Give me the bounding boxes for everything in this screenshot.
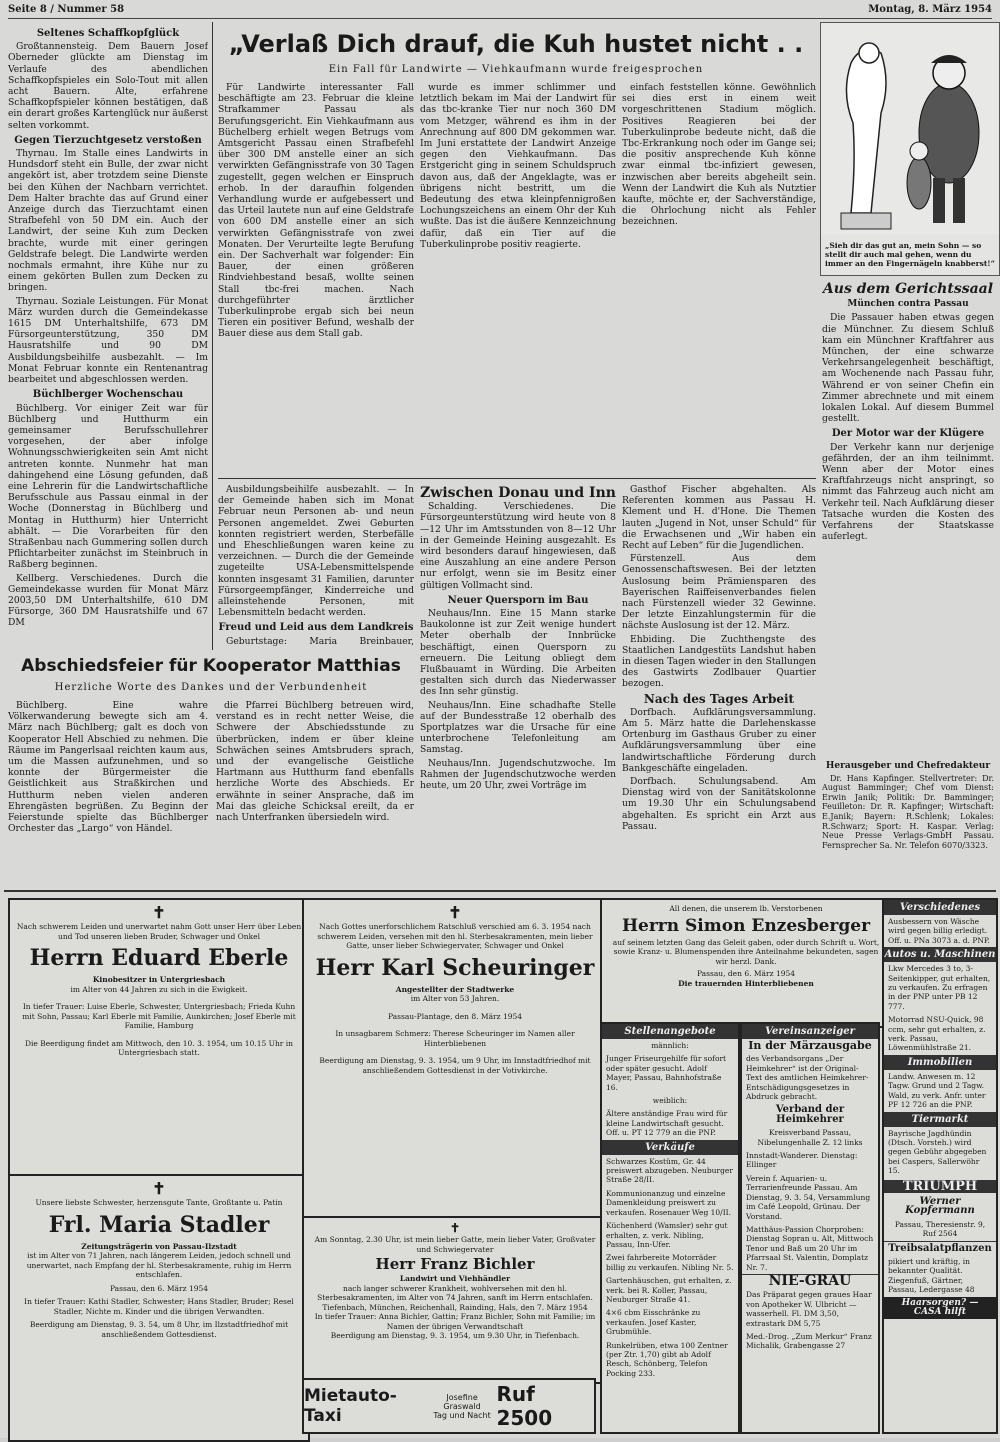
ad-jagdhund: Bayrische Jagdhündin (Dtsch. Vorsteh.) wird gegen Gebühr abgegeben bei Caspers, Sallerwöhr 15. bbox=[888, 1128, 987, 1176]
col-donau-inn bbox=[420, 484, 616, 884]
abschied-col-1 bbox=[8, 700, 208, 884]
obit-name: Herr Franz Bichler bbox=[375, 1255, 535, 1273]
cartoon-caption: „Sieh dir das gut an, mein Sohn — so stellt dir auch mal gehen, wenn du immer an den Fingernägeln knabberst!“ bbox=[825, 241, 995, 268]
classified-right bbox=[882, 898, 998, 1434]
obit-mourners: In unsagbarem Schmerz: Therese Scheuringer im Namen aller Hinterbliebenen bbox=[335, 1029, 575, 1048]
heimkehrer-headline: In der Märzausgabe bbox=[748, 1039, 872, 1052]
ad-innstadt: Innstadt-Wanderer. Dienstag: Ellinger bbox=[746, 1151, 858, 1170]
obit-place: Passau-Plantage, den 8. März 1954 bbox=[387, 1011, 523, 1021]
obit-name: Herr Karl Scheuringer bbox=[315, 954, 595, 981]
casa-ad: Haarsorgen? — CASA hilft bbox=[884, 1297, 996, 1320]
ad-kommunion: Kommunionanzug und einzelne Damenkleidung preiswert zu verkaufen. Rosenauer Weg 10/II. bbox=[606, 1188, 732, 1217]
column-gerichtssaal bbox=[822, 280, 994, 754]
headline-donau-inn: Zwischen Donau und Inn bbox=[420, 485, 616, 501]
headline-gerichtssaal: Aus dem Gerichtssaal bbox=[822, 281, 994, 297]
thanks-enzesberger bbox=[600, 898, 892, 1028]
ad-taxi bbox=[302, 1378, 596, 1434]
col-fuerstenzell bbox=[622, 484, 816, 884]
obit-intro: Nach schwerem Leiden und unerwartet nahm Gott unser Herr über Leben und Tod unseren lieben Bruder, Schwager und Onkel bbox=[16, 922, 302, 941]
story-col-3 bbox=[622, 82, 816, 474]
article-dorfbach-1: Dorfbach. Aufklärungsversammlung. Am 5. März hatte die Darlehenskasse Ortenburg im Gasthaus Gruber zu einer Aufklärungsversammlung über eine landwirtschaftliche Förderung durch Bankgeschäfte eingeladen. bbox=[622, 706, 816, 774]
page-header bbox=[8, 4, 992, 19]
headline-schaffkopf: Seltenes Schaffkopfglück bbox=[36, 28, 180, 39]
ad-matthaeus: Matthäus-Passion Chorproben: Dienstag Sopran u. Alt, Mittwoch Tenor und Baß um 20 Uhr im Pfarrsaal St. Valentin, Domplatz Nr. 7. bbox=[746, 1224, 874, 1272]
heimkehrer-address: Kreisverband Passau, Nibelungenhalle Z. 12 links bbox=[757, 1128, 863, 1147]
heimkehrer-text: des Verbandsorgans „Der Heimkehrer“ ist der Original-Text des amtlichen Heimkehrer-Entschädigungsgesetzes in Abdruck gebracht. bbox=[746, 1054, 869, 1102]
obit-age: ist im Alter von 71 Jahren, nach längerem Leiden, jedoch schnell und unerwartet, nach Empfang der hl. Sterbesakramente, ruhig im Herrn entschlafen. bbox=[26, 1251, 292, 1279]
article-jugendschutz: Neuhaus/Inn. Jugendschutzwoche. Im Rahmen der Jugendschutzwoche werden heute, um 20 Uhr, zwei Vorträge im bbox=[420, 757, 616, 792]
section-verschiedenes: Verschiedenes bbox=[884, 900, 996, 915]
obituary-scheuringer bbox=[302, 898, 608, 1220]
article-gasthof: Gasthof Fischer abgehalten. Als Referenten kommen aus Passau H. Klement und H. d'Hone. Die Themen lauten „Jugend in Not, unser Schuld“ für die Erwachsenen und „Wir haben ein Recht auf Leben“ für die Jugendlichen. bbox=[622, 484, 816, 552]
cross-icon: ✝ bbox=[152, 1179, 166, 1198]
story-text-3: einfach feststellen könne. Gewöhnlich sei dies erst in einem weit vorgeschrittenen Stadium möglich. Positives Reagieren bei der Tuberkulinprobe bedeute nicht, daß die Tbc-Erkrankung noch oder im Gange sei; die positiv ansprechende Kuh könne zwar einmal tbc-infiziert gewesen, inzwischen aber bereits abgeheilt sein. Wenn der Landwirt die Kuh als Nutztier kaufte, möchte er, der Sachverständige, die Ohrlochung nicht als Fehler bezeichnen. bbox=[622, 82, 816, 228]
classified-jobs-sales bbox=[600, 1022, 740, 1434]
article-neuhaus-stelle: Neuhaus/Inn. Eine schadhafte Stelle auf der Bundesstraße 12 oberhalb des Sportplatzes war die Ursache für eine unterbrochene Telefonleitung am Samstag. bbox=[420, 699, 616, 756]
thanks-intro: All denen, die unserem lb. Verstorbenen bbox=[669, 904, 823, 913]
impressum bbox=[822, 758, 994, 884]
obit-age: im Alter von 53 Jahren. bbox=[410, 994, 500, 1003]
kopfermann-name: Werner Kopfermann bbox=[905, 1195, 975, 1217]
main-headline: „Verlaß Dich drauf, die Kuh hustet nicht . . bbox=[228, 30, 804, 58]
obit-age: im Alter von 44 Jahren zu sich in die Ewigkeit. bbox=[70, 984, 248, 994]
article-quersporn: Neuhaus/Inn. Eine 15 Mann starke Baukolonne ist zur Zeit wenige hundert Meter oberhalb der Innbrücke beschäftigt, einen Quersporn zu erneuern. Die Leitung obliegt dem Flußbauamt in Würding. Die Arbeiten gestalten sich durch das Niederwasser des Inn sehr günstig. bbox=[420, 608, 616, 698]
obit-funeral: Beerdigung am Dienstag, 9. 3. 54, um 8 Uhr, im Ilzstadtfriedhof mit anschließendem Gottesdienst. bbox=[29, 1320, 289, 1339]
headline-buechlberg: Büchlberger Wochenschau bbox=[32, 389, 184, 401]
page-number: Seite 8 / Nummer 58 bbox=[8, 4, 125, 15]
obit-intro: Unsere liebste Schwester, herzensgute Tante, Großtante u. Patin bbox=[35, 1198, 283, 1207]
article-fuerstenzell: Fürstenzell. Aus dem Genossenschaftswesen. Bei der letzten Auslosung beim Prämiensparen des Bayerischen Raiffeisenverbandes fielen nach Fürstenzell wieder 32 Gewinne. Der letzte Einzahlungstermin für die nächste Auslosung ist der 12. März. bbox=[622, 553, 816, 632]
thanks-sign: Die trauernden Hinterbliebenen bbox=[678, 978, 814, 988]
triumph-logo: TRIUMPH bbox=[884, 1180, 996, 1193]
subheadline-gerichtssaal: München contra Passau bbox=[847, 299, 969, 310]
section-immobilien: Immobilien bbox=[884, 1055, 996, 1070]
ad-motorraeder: Zwei fahrbereite Motorräder billig zu verkaufen. Nibling Nr. 5. bbox=[606, 1253, 734, 1272]
impressum-title: Herausgeber und Chefredakteur bbox=[825, 761, 991, 771]
taxi-hours: Tag und Nacht bbox=[433, 1410, 491, 1420]
abschied-text-1: Büchlberg. Eine wahre Völkerwanderung bewegte sich am 4. März nach Büchlberg; galt es doch von Kooperator Hell Abschied zu nehmen. Die Räume im Pangerlsaal reichten kaum aus, um die Massen aufzunehmen, und so konnte der Bürgermeister die Geistlichkeit aus Straßkirchen und Hutthurm neben vielen anderen Ehrengästen begrüßen. Zu Beginn der Feierstunde spielte das Büchlberger Orchester das „Largo“ von Händel. bbox=[8, 700, 208, 835]
story-text-2: wurde es immer schlimmer und letztlich bekam im Mai der Landwirt für das tbc-kranke Tier nur noch 360 DM vom Metzger, während es ihm in der Anrechnung auf 800 DM gekommen war. Im Juni erstattete der Landwirt Anzeige gegen den Viehkaufmann. Das Erstgericht ging in seinem Schuldspruch davon aus, daß der Angeklagte, was er übrigens nicht bestritt, um die Bedeutung des etwa kleinpfennigroßen Lochungszeichens an einem Ohr der Kuh wußte. Das ist die äußere Kennzeichnung dafür, daß ein Tier auf die Tuberkulinprobe positiv reagierte. bbox=[420, 82, 616, 250]
section-vereinsanzeiger: Vereinsanzeiger bbox=[742, 1024, 878, 1039]
article-thyrnau-sozial: Thyrnau. Soziale Leistungen. Für Monat März wurden durch die Gemeindekasse 1615 DM Unterhaltshilfe, 673 DM Fürsorgeunterstützung, 350 DM Hausratshilfe und 90 DM Ausbildungsbeihilfe ausbezahlt. — Im Monat Februar konnte ein Rentenantrag bearbeitet und abgeschlossen werden. bbox=[8, 295, 208, 386]
impressum-text: Dr. Hans Kapfinger. Stellvertreter: Dr. August Bamminger; Chef vom Dienst: Erwin Janik; Politik: Dr. Bamminger; Feuilleton: Dr. R. Kapfinger; Wirtschaft: E.Janik; Bayern: R.Schlenk; Lokales: R.Schwarz; Sport: H. Kaspar. Verlag: Neue Presse Verlags-GmbH Passau. Fernsprecher Sa. Nr. Telefon 6070/3323. bbox=[822, 773, 994, 850]
ad-kostuem: Schwarzes Kostüm, Gr. 44 preiswert abzugeben. Neuburger Straße 28/II. bbox=[606, 1156, 733, 1185]
obit-funeral: Beerdigung am Dienstag, 9. 3. 1954, um 9.30 Uhr, in Tiefenbach. bbox=[330, 1331, 580, 1340]
obituary-bichler bbox=[302, 1216, 608, 1384]
ad-motorrad: Motorrad NSU-Quick, 98 ccm, sehr gut erhalten, z. verk. Passau, Löwenmühlstraße 21. bbox=[888, 1015, 986, 1053]
obit-funeral: Die Beerdigung findet am Mittwoch, den 10. 3. 1954, um 10.15 Uhr in Untergriesbach statt. bbox=[24, 1038, 294, 1057]
headline-tages-arbeit: Nach des Tages Arbeit bbox=[643, 691, 795, 706]
ad-gartenhaus: Gartenhäuschen, gut erhalten, z. verk. bei R. Koller, Passau, Neuburger Straße 41. bbox=[606, 1276, 732, 1304]
article-schalding: Schalding. Verschiedenes. Die Fürsorgeunterstützung wird heute von 8—12 Uhr im Amtsstunden von 8—12 Uhr in der Gemeinde Heining ausgezahlt. Es wird besonders darauf hingewiesen, daß eine Auszahlung an eine andere Person nur erfolgt, wenn sie im Besitz einer gültigen Vollmacht sind. bbox=[420, 501, 616, 591]
obit-role: Kinobesitzer in Untergriesbach bbox=[92, 975, 226, 984]
section-stellenangebote: Stellenangebote bbox=[602, 1024, 738, 1039]
treibsalat-text: pikiert und kräftig, in bekannter Qualität. Ziegenfuß, Gärtner, Passau, Ledergasse 48 bbox=[888, 1256, 975, 1295]
nie-grau-logo: NIE-GRAU bbox=[742, 1274, 878, 1288]
ad-kuechenherd: Küchenherd (Wamsler) sehr gut erhalten, z. verk. Nibling, Passau, Inn-Ufer. bbox=[606, 1221, 728, 1249]
headline-abschiedsfeier: Abschiedsfeier für Kooperator Matthias bbox=[21, 656, 401, 676]
obit-name: Herrn Eduard Eberle bbox=[29, 945, 289, 971]
article-dorfbach-2: Dorfbach. Schulungsabend. Am Dienstag wird von der Sanitätskolonne um 19.30 Uhr ein Schulungsabend abgehalten. Es spricht ein Arzt aus Passau. bbox=[622, 776, 816, 832]
cross-icon: ✝ bbox=[152, 903, 166, 922]
obit-funeral: Beerdigung am Dienstag, 9. 3. 1954, um 9 Uhr, im Innstadtfriedhof mit anschließendem Gottesdienst in der Votivkirche. bbox=[319, 1056, 591, 1075]
ads-rule bbox=[4, 890, 996, 892]
obit-mourners: In tiefer Trauer: Kathi Stadler, Schwester; Hans Stadler, Bruder; Resel Stadler, Nichte m. Kinder und die übrigen Verwandten. bbox=[24, 1297, 294, 1316]
taxi-details bbox=[428, 1393, 497, 1420]
obit-intro: Nach Gottes unerforschlichem Ratschluß verschied am 6. 3. 1954 nach schwerem Leiden, versehen mit den hl. Sterbesakramenten, mein lieber Gatte, unser lieber Schwiegervater, Schwager und Onkel bbox=[317, 922, 593, 950]
article-tierzucht: Thyrnau. Im Stalle eines Landwirts in Hundsdorf steht ein Bulle, der zwar nicht angekört ist, aber trotzdem seine Dienste bei den Kühen der Nachbarn verrichtet. Dem Halter brachte das auf Grund einer Anzeige durch das Tierzuchtamt einen Strafbefehl von 50 DM ein. Auch der Landwirt, der seine Kuh zum Decken brachte, wurde mit einer geringen Geldstrafe belegt. Die Landwirte werden nochmals ermahnt, ihre Kühe nur zu einem gekörten Bullen zum Decken zu bringen. bbox=[8, 148, 208, 294]
ad-lkw: Lkw Mercedes 3 to, 3-Seitenkipper, gut erhalten, zu verkaufen. Zu erfragen in der PNP unter PB 12 777. bbox=[888, 964, 991, 1011]
headline-freud-leid: Freud und Leid aus dem Landkreis bbox=[218, 622, 414, 634]
label-weiblich: weiblich: bbox=[652, 1096, 688, 1106]
story-text-1: Für Landwirte interessanter Fall beschäftigte am 23. Februar die kleine Strafkammer Passau als Berufungsgericht. Ein Viehkaufmann aus Büchelberg erhielt wegen Betrugs vom Amtsgericht Passau einen Strafbefehl über 300 DM anstelle einer an sich verwirkten Gefängnisstrafe von 30 Tagen zugestellt, gegen welchen er Einspruch erhob. In der daraufhin folgenden Verhandlung wurde er aufgebessert und das Urteil lautete nun auf eine Geldstrafe von 600 DM anstelle einer an sich verwirkten Gefängnisstrafe von zwei Monaten. Der Verurteilte legte Berufung ein. Der Sachverhalt war folgender: Ein Bauer, der einen größeren Rindviehbestand besaß, wollte seinen Stall tbc-frei machen. Nach durchgeführter ärztlicher Tuberkulinprobe ergab sich bei neun Tieren ein positiver Befund, weshalb der Bauer diese aus dem Stall gab. bbox=[218, 82, 414, 340]
article-ehbiding: Ehbiding. Die Zuchthengste des Staatlichen Landgestüts Landshut haben in diesen Tagen wieder in den Stallungen des Gastwirts Zodlbauer Quartier bezogen. bbox=[622, 633, 816, 690]
story-col-2 bbox=[420, 82, 616, 474]
subheadline-abschiedsfeier: Herzliche Worte des Dankes und der Verbundenheit bbox=[54, 682, 368, 693]
article-muenchen-passau: Die Passauer haben etwas gegen die Münchner. Zu diesem Schluß kam ein Münchner Kraftfahrer aus München, der eine schwarze Verkehrsangelegenheit beschäftigt, am Wochenende nach Passau fuhr, Während er von seiner Chefin ein Zimmer abrechnete und mit einem lokalen Lokal. Auf diesem Bummel gestellt. bbox=[822, 312, 994, 425]
obit-role: Angestellter der Stadtwerke bbox=[395, 984, 515, 994]
article-kellberg: Kellberg. Verschiedenes. Durch die Gemeindekasse wurden für Monat März 2003,50 DM Unterhaltshilfe, 610 DM Fürsorge, 360 DM Hausratshilfe und 67 DM bbox=[8, 572, 208, 629]
ad-runkelrueben: Runkelrüben, etwa 100 Zentner (per Ztr. 1,70) gibt ab Adolf Resch, Schönberg, Telefon Pocking 233. bbox=[606, 1340, 728, 1378]
nie-grau-text: Das Präparat gegen graues Haar von Apotheker W. Ulbricht — wasserhell. Fl. DM 3,50, extrastark DM 5,75 bbox=[746, 1290, 872, 1328]
column-rule bbox=[212, 22, 213, 650]
obit-role: Zeitungsträgerin von Passau-Ilzstadt bbox=[81, 1241, 237, 1251]
treibsalat-headline: Treibsalatpflanzen bbox=[884, 1241, 996, 1255]
classified-vereine bbox=[740, 1022, 880, 1434]
ad-friseur: Junger Friseurgehilfe für sofort oder später gesucht. Adolf Mayer, Passau, Bahnhofstraße 16. bbox=[606, 1054, 727, 1092]
section-verkaeufe: Verkäufe bbox=[602, 1140, 738, 1155]
page-date: Montag, 8. März 1954 bbox=[868, 4, 992, 15]
text-geburtstage: Geburtstage: Maria Breinbauer, bbox=[226, 635, 414, 647]
taxi-name: Mietauto-Taxi bbox=[304, 1386, 397, 1426]
ad-frau: Ältere anständige Frau wird für kleine Landwirtschaft gesucht. Off. u. PT 12 779 an die PNP. bbox=[606, 1109, 728, 1138]
section-rule bbox=[218, 478, 816, 479]
obit-age: nach langer schwerer Krankheit, wohlversehen mit den hl. Sterbesakramenten, im Alter von 74 Jahren, sanft im Herrn entschlafen. bbox=[317, 1283, 593, 1302]
taxi-owner: Josefine Graswald bbox=[443, 1392, 481, 1411]
ad-aquarien: Verein f. Aquarien- u. Terrarienfreunde Passau. Am Dienstag, 9. 3. 54, Versammlung im Café Leopold, Grünau. Der Vorstand. bbox=[746, 1173, 871, 1221]
headline-motor: Der Motor war der Klügere bbox=[831, 428, 985, 440]
obituary-stadler bbox=[8, 1174, 310, 1442]
cartoon-drawing bbox=[821, 23, 999, 235]
section-tiermarkt: Tiermarkt bbox=[884, 1112, 996, 1127]
abschied-text-2: die Pfarrei Büchlberg betreuen wird, verstand es in recht netter Weise, die Schwere der Abschiedsstunde zu überbrücken, indem er über kleine Schwächen seines Amtsbruders sprach, und der evangelische Geistliche Hartmann aus Hutthurm fand ebenfalls herzliche Worte des Abschieds. Er erwähnte in seiner Ansprache, daß im Mai das gleiche Schicksal ereilt, da er nach Unterfranken übersiedeln wird. bbox=[216, 700, 414, 824]
cross-icon: ✝ bbox=[449, 1221, 461, 1235]
obit-place: Passau, den 6. März 1954 bbox=[109, 1283, 209, 1293]
obituary-eberle bbox=[8, 898, 310, 1180]
article-ausbildung: Ausbildungsbeihilfe ausbezahlt. — In der Gemeinde haben sich im Monat Februar neun Personen ab- und neun Personen angemeldet. Zwei Geburten konnten registriert werden, Sterbefälle und Eheschließungen waren keine zu verzeichnen. — Durch die der Gemeinde zugeteilte USA-Lebensmittelspende konnten insgesamt 31 Familien, darunter Fürsorgeempfänger, Kinderreiche und alleinstehende Personen, mit Lebensmitteln bedacht werden. bbox=[218, 484, 414, 619]
heimkehrer-verband: Verband der Heimkehrer bbox=[775, 1104, 845, 1125]
obit-role: Landwirt und Viehhändler bbox=[399, 1274, 511, 1283]
col-buechlberg-cont bbox=[218, 484, 414, 648]
main-subheadline: Ein Fall für Landwirte — Viehkaufmann wurde freigesprochen bbox=[328, 64, 704, 75]
ad-anwesen: Landw. Anwesen m. 12 Tagw. Grund und 2 Tagw. Wald, zu verk. Anfr. unter PF 12 726 an die PNP. bbox=[888, 1071, 986, 1110]
kopfermann-address: Passau, Theresienstr. 9, Ruf 2564 bbox=[894, 1219, 986, 1239]
article-schaffkopf: Großtannensteig. Dem Bauern Josef Oberneder glückte am Dienstag im Verlaufe des abendlichen Schaffkopfspieles ein Solo-Tout mit allen acht Bauern. Alte, erfahrene Schaffkopfspieler können bestätigen, daß ein derart großes Kartenglück nur äußerst selten vorkommt. bbox=[8, 41, 208, 131]
story-col-1 bbox=[218, 82, 414, 474]
thanks-place: Passau, den 6. März 1954 bbox=[696, 969, 796, 978]
obit-place: Tiefenbach, München, Reichenhall, Rainding, Hals, den 7. März 1954 bbox=[322, 1302, 588, 1312]
taxi-phone: Ruf 2500 bbox=[496, 1382, 553, 1430]
column-local-news bbox=[8, 24, 208, 646]
label-maennlich: männlich: bbox=[651, 1041, 689, 1050]
obit-mourners: In tiefer Trauer: Luise Eberle, Schwester, Untergriesbach; Frieda Kuhn mit Sohn, Passau; Karl Eberle mit Familie, Aunkirchen; Josef Eberle mit Familie, Hamburg bbox=[22, 1002, 296, 1030]
nie-grau-store: Med.-Drog. „Zum Merkur“ Franz Michalik, Grabengasse 27 bbox=[746, 1331, 872, 1351]
cartoon-illustration bbox=[820, 22, 1000, 276]
headline-quersporn: Neuer Quersporn im Bau bbox=[447, 594, 589, 606]
cross-icon: ✝ bbox=[448, 903, 462, 922]
article-buechlberg: Büchlberg. Vor einiger Zeit war für Büchlberg und Hutthurm ein gemeinsamer Berufsschullehrer vorgesehen, der aber infolge Wohnungsschwierigkeiten sein Amt nicht antreten konnte. Nunmehr hat man dahingehend eine Lösung gefunden, daß eine Lehrerin für die Landwirtschaftliche Berufsschule aus Passau einmal in der Woche (Donnerstag in Büchlberg und Montag in Hutthurm) hier Unterricht abhält. — Die Vorarbeiten für den Straßenbau nach Gummering sollen durch Pflichtarbeiter zunächst im Steinbruch in Raßberg beginnen. bbox=[8, 402, 208, 571]
obit-intro: Am Sonntag, 2.30 Uhr, ist mein lieber Gatte, mein lieber Vater, Großvater und Schwiegervater bbox=[314, 1235, 596, 1254]
ad-eisschraenke: 4×6 cbm Eisschränke zu verkaufen. Josef Kaster, Grubmühle. bbox=[606, 1308, 701, 1337]
abschied-col-2 bbox=[216, 700, 414, 884]
obit-mourners: In tiefer Trauer: Anna Bichler, Gattin; Franz Bichler, Sohn mit Familie; im Namen der übrigen Verwandtschaft bbox=[314, 1312, 596, 1331]
obit-name: Frl. Maria Stadler bbox=[48, 1211, 270, 1238]
section-autos: Autos u. Maschinen bbox=[884, 949, 996, 961]
article-motor: Der Verkehr kann nur derjenige gefährden, der an ihm teilnimmt. Wenn aber der Motor eines Kraftfahrzeugs nicht anspringt, so nimmt das Fahrzeug auch nicht am Verkehr teil. Nach Aufklärung dieser Tatsache wurden die Kosten des Verfahrens der Staatskasse auferlegt. bbox=[822, 441, 994, 543]
ad-waesche: Ausbessern von Wäsche wird gegen billig erledigt. Off. u. PNa 3073 a. d. PNP. bbox=[888, 917, 990, 945]
thanks-text: auf seinem letzten Gang das Geleit gaben, oder durch Schrift u. Wort, sowie Kranz- u. Blumenspenden ihre Anteilnahme bekundeten, sagen wir herzl. Dank. bbox=[612, 937, 880, 966]
thanks-name: Herrn Simon Enzesberger bbox=[621, 915, 871, 936]
headline-tierzucht: Gegen Tierzuchtgesetz verstoßen bbox=[14, 134, 202, 146]
